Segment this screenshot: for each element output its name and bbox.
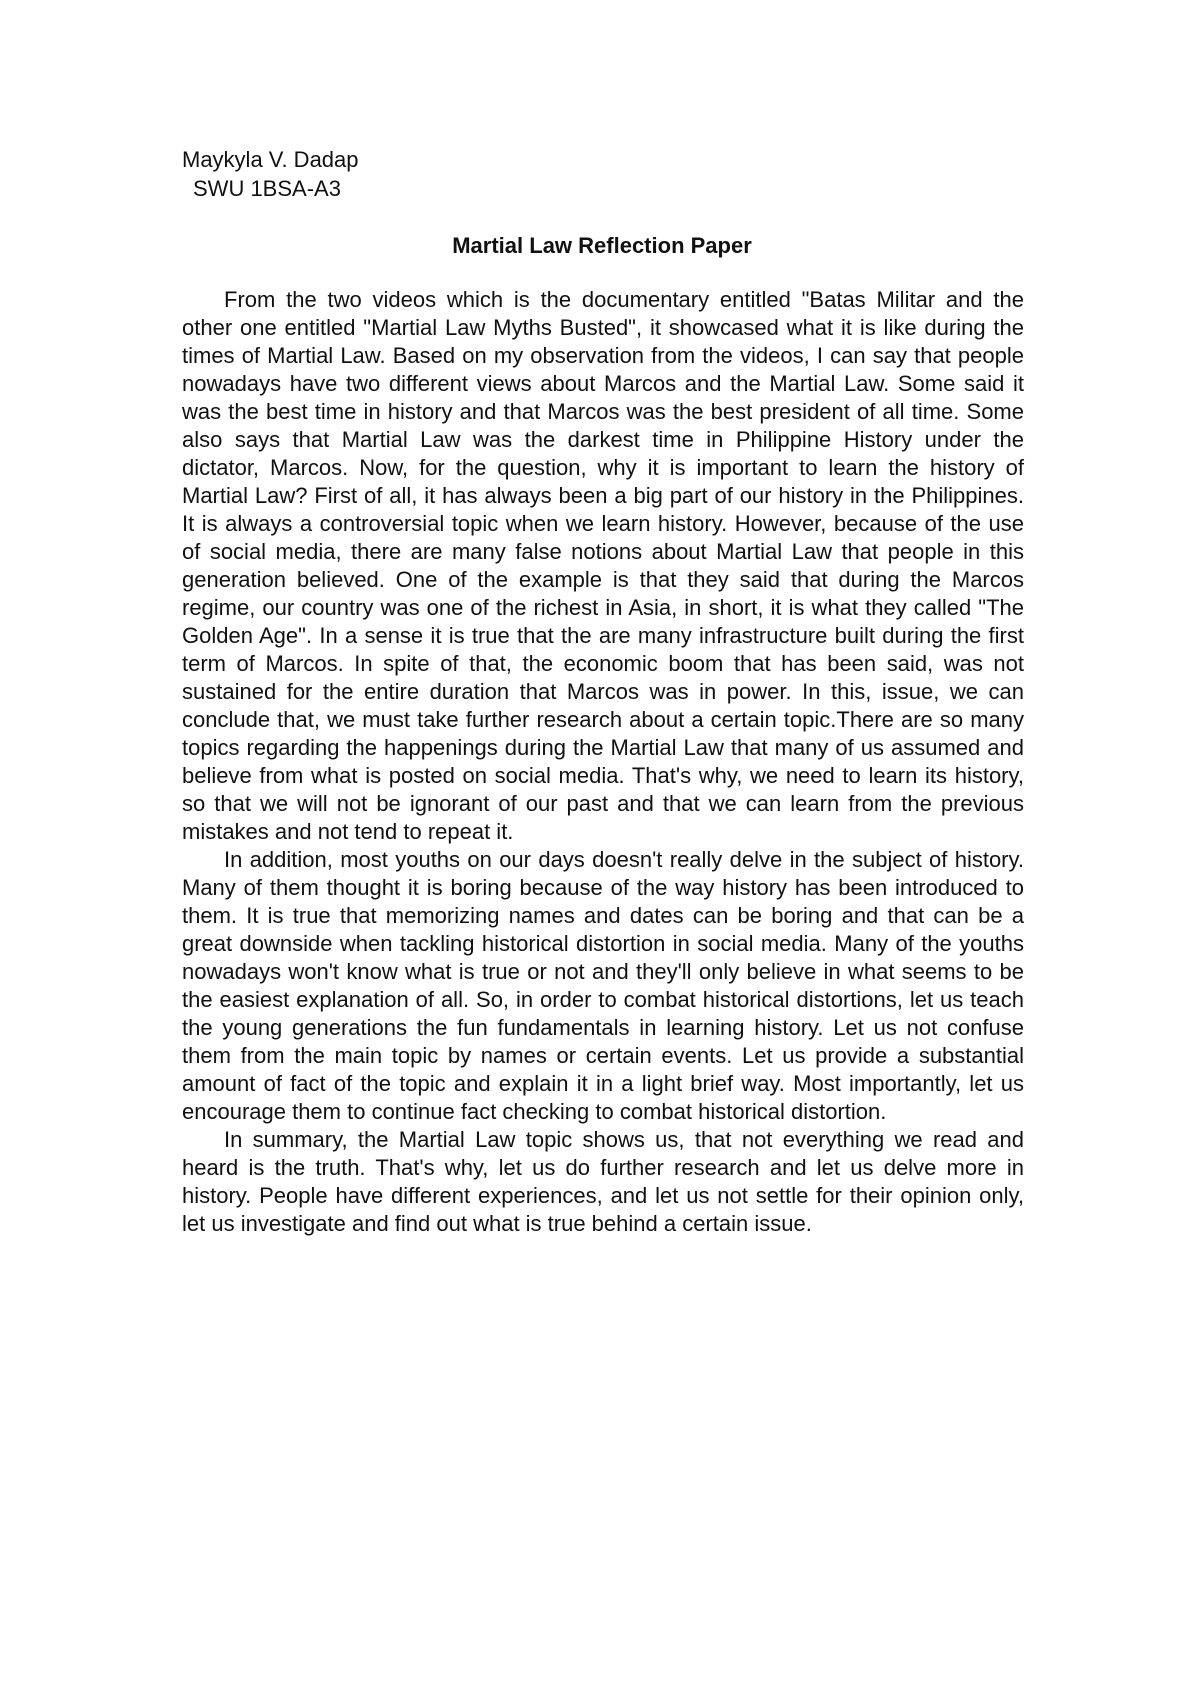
document-body (182, 286, 1024, 1238)
paragraph-intro: From the two videos which is the documentary entitled "Batas Militar and the other one entitled "Martial Law Myths Busted", it showcased what it is like during the times of Martial Law. Based on my observation from the videos, I can say that people nowadays have two different views about Marcos and the Martial Law. Some said it was the best time in history and that Marcos was the best president of all time. Some also says that Martial Law was the darkest time in Philippine History under the dictator, Marcos. Now, for the question, why it is important to learn the history of Martial Law? First of all, it has always been a big part of our history in the Philippines. It is always a controversial topic when we learn history. However, because of the use of social media, there are many false notions about Martial Law that people in this generation believed. One of the example is that they said that during the Marcos regime, our country was one of the richest in Asia, in short, it is what they called "The Golden Age". In a sense it is true that the are many infrastructure built during the first term of Marcos. In spite of that, the economic boom that has been said, was not sustained for the entire duration that Marcos was in power. In this, issue, we can conclude that, we must take further research about a certain topic.There are so many topics regarding the happenings during the Martial Law that many of us assumed and believe from what is posted on social media. That's why, we need to learn its history, so that we will not be ignorant of our past and that we can learn from the previous mistakes and not tend to repeat it. (182, 287, 1024, 844)
paragraph-summary: In summary, the Martial Law topic shows us, that not everything we read and heard is the truth. That's why, let us do further research and let us delve more in history. People have different experiences, and let us not settle for their opinion only, let us investigate and find out what is true behind a certain issue. (182, 1127, 1024, 1236)
class-section: SWU 1BSA-A3 (193, 176, 341, 201)
paragraph-addition: In addition, most youths on our days doesn't really delve in the subject of history. Many of them thought it is boring because of the way history has been introduced to them. It is true that memorizing names and dates can be boring and that can be a great downside when tackling historical distortion in social media. Many of the youths nowadays won't know what is true or not and they'll only believe in what seems to be the easiest explanation of all. So, in order to combat historical distortions, let us teach the young generations the fun fundamentals in learning history. Let us not confuse them from the main topic by names or certain events. Let us provide a substantial amount of fact of the topic and explain it in a light brief way. Most importantly, let us encourage them to continue fact checking to combat historical distortion. (182, 847, 1024, 1124)
document-title: Martial Law Reflection Paper (452, 233, 752, 258)
author-name: Maykyla V. Dadap (182, 147, 359, 172)
